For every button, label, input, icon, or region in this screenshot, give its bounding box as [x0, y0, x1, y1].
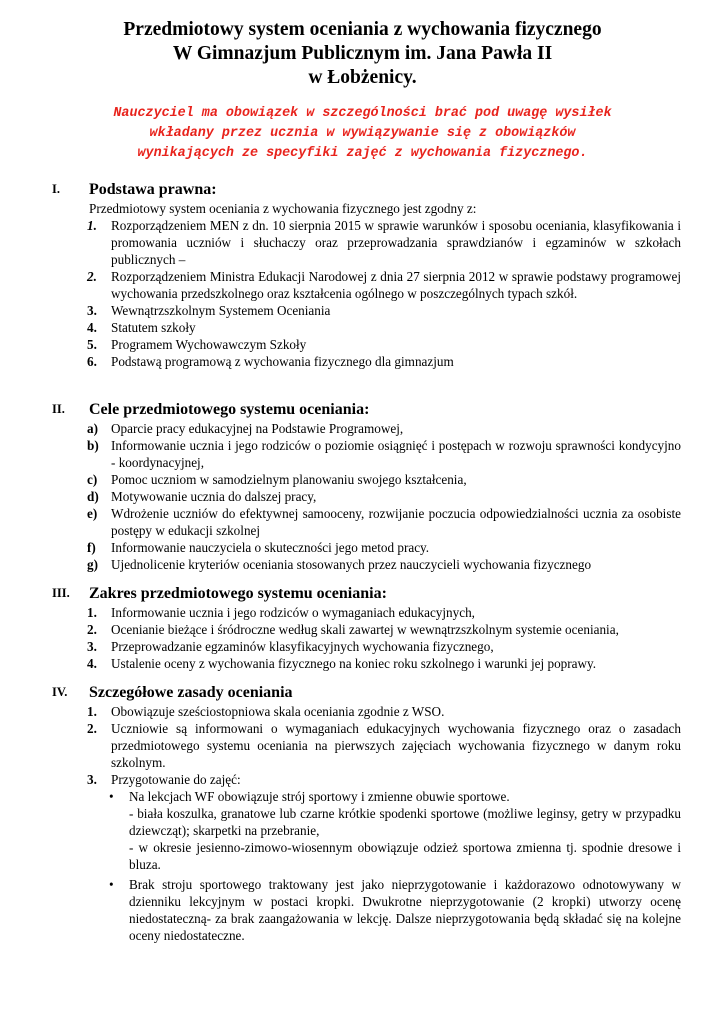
- list-marker: 2.: [87, 721, 97, 736]
- list-item: [87, 604, 681, 621]
- list-marker: 3.: [87, 772, 97, 787]
- section-number: I.: [52, 182, 60, 196]
- notice-line-3: wynikających ze specyfiki zajęć z wychowania fizycznego.: [137, 146, 588, 161]
- section-title: Zakres przedmiotowego systemu oceniania:: [89, 585, 387, 602]
- list-item-text: Pomoc uczniom w samodzielnym planowaniu swojego kształcenia,: [111, 472, 467, 487]
- section-title: Szczegółowe zasady oceniania: [89, 684, 293, 701]
- list-marker: g): [87, 557, 98, 572]
- section-goals: [0, 400, 725, 573]
- list-item: [87, 539, 681, 556]
- list-item-text: Ocenianie bieżące i śródroczne według skali zawartej w wewnątrzszkolnym systemie oceniania,: [111, 622, 619, 637]
- list-marker: f): [87, 540, 96, 555]
- list-item: [87, 471, 681, 488]
- list-marker: 1.: [87, 704, 97, 719]
- list-item-text: Programem Wychowawczym Szkoły: [111, 337, 307, 352]
- list-item: [87, 488, 681, 505]
- list-item-text: Informowanie nauczyciela o skuteczności jego metod pracy.: [111, 540, 430, 555]
- section-legal-basis: [0, 180, 725, 370]
- list-item: [87, 353, 681, 370]
- list-item: [87, 638, 681, 655]
- list-item: [87, 556, 681, 573]
- list-marker: 3.: [87, 303, 97, 318]
- bullet-icon: •: [109, 789, 114, 804]
- list-item-text: Motywowanie ucznia do dalszej pracy,: [111, 489, 317, 504]
- list-marker: 2.: [87, 622, 97, 637]
- list-item: [87, 268, 681, 302]
- bullet-line: - w okresie jesienno-zimowo-wiosennym obowiązuje odzież sportowa zmienna tj. spodnie dresowe i bluza.: [129, 840, 681, 872]
- bullet-line: Na lekcjach WF obowiązuje strój sportowy i zmienne obuwie sportowe.: [129, 789, 510, 804]
- list-marker: d): [87, 489, 99, 504]
- list-item-text: Ustalenie oceny z wychowania fizycznego na koniec roku szkolnego i warunki jej poprawy.: [111, 656, 597, 671]
- list-item-text: Statutem szkoły: [111, 320, 196, 335]
- list-item-text: Ujednolicenie kryteriów oceniania stosowanych przez nauczycieli wychowania fizycznego: [111, 557, 592, 572]
- list-marker: 1.: [87, 218, 97, 233]
- list-item-text: Rozporządzeniem MEN z dn. 10 sierpnia 2015 w sprawie warunków i sposobu oceniania, klasyfikowania i promowania uczniów i słuchaczy oraz przeprowadzania sprawdzianów i egzaminów w szkołach publicznych –: [111, 218, 681, 267]
- list-marker: 1.: [87, 605, 97, 620]
- section-title: Cele przedmiotowego systemu oceniania:: [89, 401, 370, 418]
- list-marker: e): [87, 506, 98, 521]
- list-item: [87, 336, 681, 353]
- list-item-text: Oparcie pracy edukacyjnej na Podstawie Programowej,: [111, 421, 404, 436]
- list-marker: 2.: [87, 269, 97, 284]
- list-item: [87, 217, 681, 268]
- notice-line-1: Nauczyciel ma obowiązek w szczególności brać pod uwagę wysiłek: [113, 106, 612, 121]
- list-item: [87, 302, 681, 319]
- bullet-line: Brak stroju sportowego traktowany jest jako nieprzygotowanie i każdorazowo odnotowywany w dzienniku lekcyjnym w postaci kropki. Dwukrotne nieprzygotowanie (2 kropki) utworzy ocenę niedostateczną- za brak zaangażowania w lekcję. Dalsze nieprzygotowania będą składać się na kolejne oceny niedostateczne.: [129, 877, 681, 943]
- bullet-line: - biała koszulka, granatowe lub czarne krótkie spodenki sportowe (możliwe leginsy, getry w przypadku dziewcząt); skarpetki na przebranie,: [129, 806, 681, 838]
- list-marker: b): [87, 438, 99, 453]
- bullet-item: [109, 788, 681, 873]
- list-item: [87, 420, 681, 437]
- section-number: IV.: [52, 685, 68, 699]
- list-item: [87, 621, 681, 638]
- section-number: III.: [52, 586, 70, 600]
- list-item: [87, 720, 681, 771]
- section-detailed-rules: [0, 683, 725, 944]
- list-item-text: Rozporządzeniem Ministra Edukacji Narodowej z dnia 27 sierpnia 2012 w sprawie podstawy programowej wychowania przedszkolnego oraz kształcenia ogólnego w poszczególnych typach szkół.: [111, 269, 681, 301]
- list-item: [87, 437, 681, 471]
- list-item: [87, 655, 681, 672]
- bullet-icon: •: [109, 877, 114, 892]
- list-item-text: Podstawą programową z wychowania fizycznego dla gimnazjum: [111, 354, 454, 369]
- list-item-text: Obowiązuje sześciostopniowa skala oceniania zgodnie z WSO.: [111, 704, 445, 719]
- list-item-text: Przeprowadzanie egzaminów klasyfikacyjnych wychowania fizycznego,: [111, 639, 494, 654]
- list-marker: 6.: [87, 354, 97, 369]
- section-intro: Przedmiotowy system oceniania z wychowania fizycznego jest zgodny z:: [89, 201, 477, 216]
- bullet-item: [109, 876, 681, 944]
- teacher-obligation-notice: [20, 104, 705, 164]
- list-marker: 4.: [87, 320, 97, 335]
- list-item: [87, 505, 681, 539]
- list-item: [87, 703, 681, 720]
- title-line-3: w Łobżenicy.: [308, 67, 417, 88]
- list-marker: 5.: [87, 337, 97, 352]
- title-line-2: W Gimnazjum Publicznym im. Jana Pawła II: [172, 43, 553, 64]
- list-item: [87, 319, 681, 336]
- notice-line-2: wkładany przez ucznia w wywiązywanie się z obowiązków: [149, 126, 576, 141]
- list-item-text: Informowanie ucznia i jego rodziców o wymaganiach edukacyjnych,: [111, 605, 475, 620]
- list-marker: 3.: [87, 639, 97, 654]
- document-title: [0, 18, 725, 90]
- section-title: Podstawa prawna:: [89, 181, 217, 198]
- list-item-text: Uczniowie są informowani o wymaganiach edukacyjnych wychowania fizycznego oraz o zasadach przedmiotowego systemu oceniania na pierwszych zajęciach wychowania fizycznego w danym roku szkolnym.: [111, 721, 681, 770]
- list-item-text: Wewnątrzszkolnym Systemem Oceniania: [111, 303, 331, 318]
- section-number: II.: [52, 402, 65, 416]
- list-item: [87, 771, 681, 788]
- title-line-1: Przedmiotowy system oceniania z wychowania fizycznego: [123, 19, 602, 40]
- list-item-text: Wdrożenie uczniów do efektywnej samooceny, rozwijanie poczucia odpowiedzialności ucznia za osobiste postępy w edukacji szkolnej: [111, 506, 681, 538]
- list-marker: 4.: [87, 656, 97, 671]
- list-item-text: Informowanie ucznia i jego rodziców o poziomie osiągnięć i postępach w rozwoju sprawności kondycyjno - koordynacyjnej,: [111, 438, 681, 470]
- list-item-text: Przygotowanie do zajęć:: [111, 772, 241, 787]
- section-scope: [0, 584, 725, 672]
- list-marker: a): [87, 421, 98, 436]
- list-marker: c): [87, 472, 98, 487]
